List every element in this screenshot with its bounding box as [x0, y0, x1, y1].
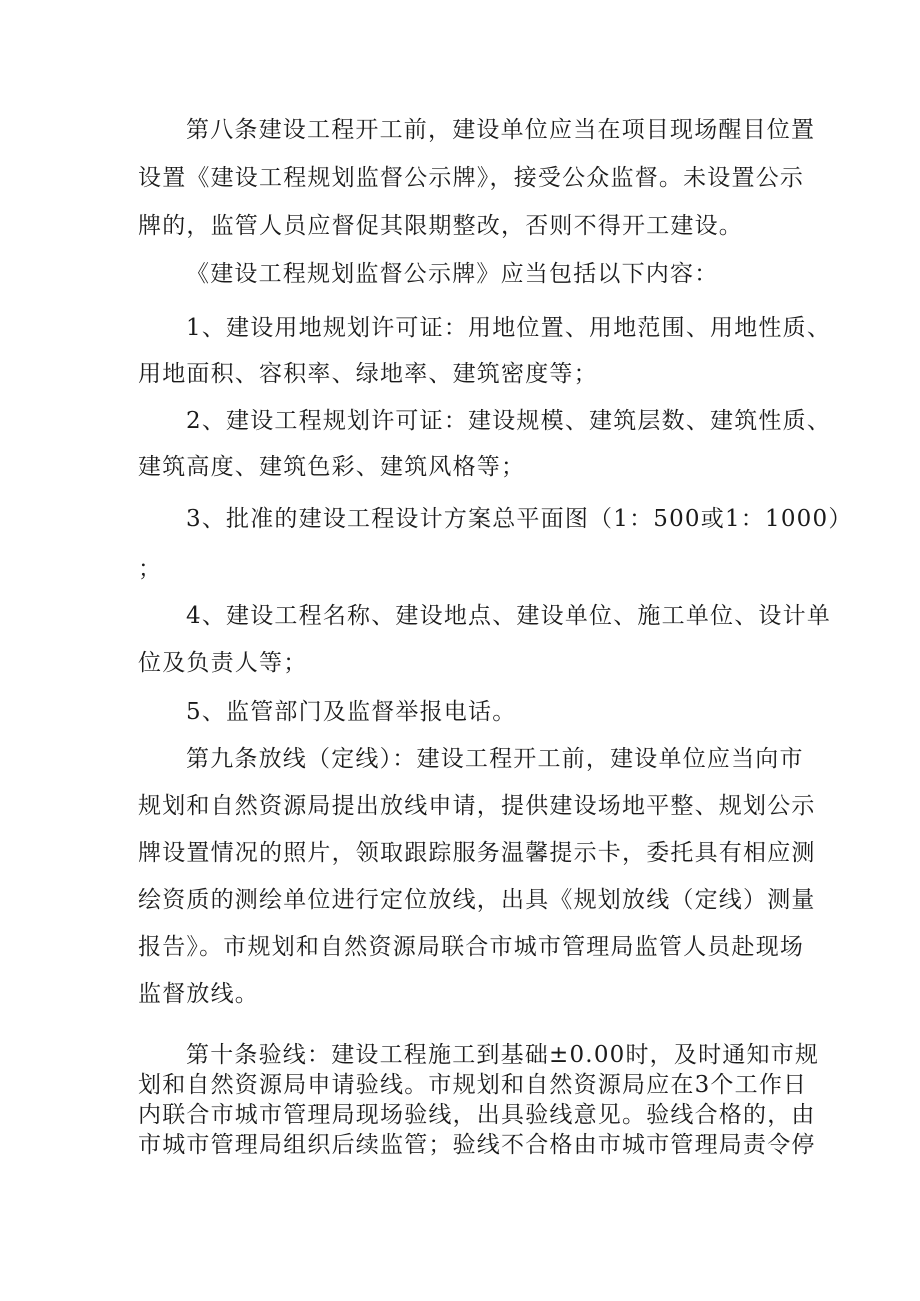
item-5-line-1: 5、监管部门及监督举报电话。: [186, 699, 517, 725]
article9-line-3: 牌设置情况的照片，领取跟踪服务温馨提示卡，委托具有相应测: [138, 840, 816, 866]
article9-line-5: 报告》。市规划和自然资源局联合市城市管理局监管人员赴现场: [138, 934, 805, 960]
article8-line-1: 第八条建设工程开工前，建设单位应当在项目现场醒目位置: [186, 117, 816, 143]
article8-line-2: 设置《建设工程规划监督公示牌》，接受公众监督。未设置公示: [138, 165, 805, 191]
board-contents-intro: 《建设工程规划监督公示牌》应当包括以下内容：: [186, 261, 719, 287]
article10-line-3: 内联合市城市管理局现场验线，出具验线意见。验线合格的，由: [138, 1102, 816, 1128]
item-4-line-2: 位及负责人等；: [138, 650, 308, 676]
item-3-line-2: ；: [138, 556, 163, 582]
article10-line-4: 市城市管理局组织后续监管；验线不合格由市城市管理局责令停: [138, 1132, 816, 1158]
article10-line-1: 第十条验线：建设工程施工到基础±0.00时，及时通知市规: [186, 1042, 820, 1068]
item-2-line-1: 2、建设工程规划许可证：建设规模、建筑层数、建筑性质、: [186, 408, 832, 434]
article8-line-3: 牌的，监管人员应督促其限期整改，否则不得开工建设。: [138, 213, 743, 239]
article10-line-2: 划和自然资源局申请验线。市规划和自然资源局应在3个工作日: [138, 1072, 808, 1098]
item-1-line-1: 1、建设用地规划许可证：用地位置、用地范围、用地性质、: [186, 315, 832, 341]
article9-line-4: 绘资质的测绘单位进行定位放线，出具《规划放线（定线）测量: [138, 887, 816, 913]
item-4-line-1: 4、建设工程名称、建设地点、建设单位、施工单位、设计单: [186, 603, 832, 629]
item-1-line-2: 用地面积、容积率、绿地率、建筑密度等；: [138, 361, 598, 387]
item-2-line-2: 建筑高度、建筑色彩、建筑风格等；: [138, 454, 526, 480]
item-3-line-1: 3、批准的建设工程设计方案总平面图（1：500或1：1000）: [186, 506, 853, 532]
article9-line-2: 规划和自然资源局提出放线申请，提供建设场地平整、规划公示: [138, 793, 816, 819]
article9-line-1: 第九条放线（定线）：建设工程开工前，建设单位应当向市: [186, 746, 804, 772]
article9-line-6: 监督放线。: [138, 981, 259, 1007]
